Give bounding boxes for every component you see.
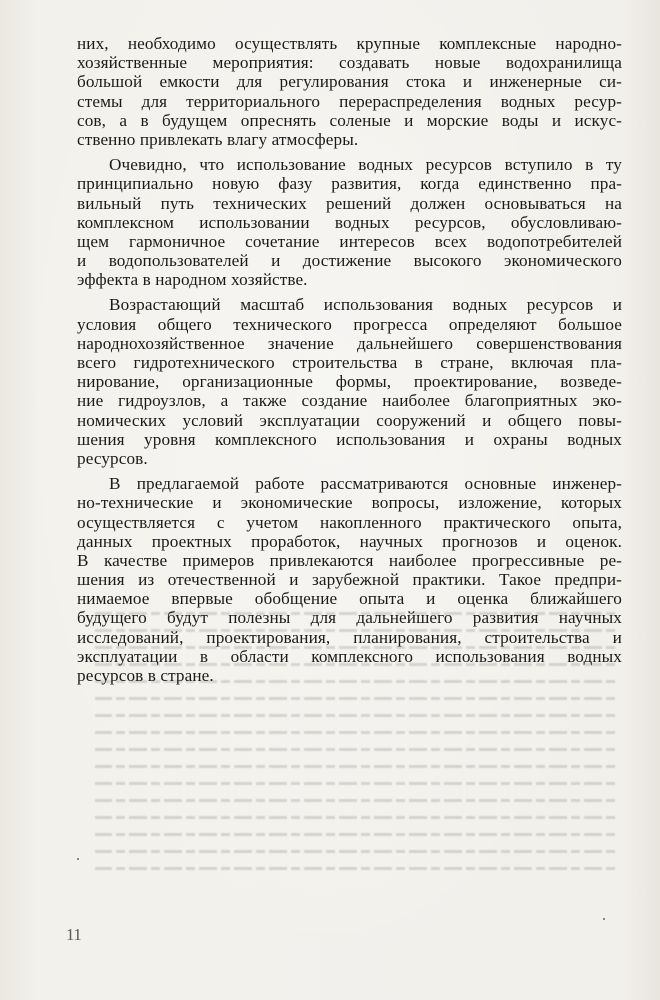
text-line: ние гидроузлов, а также создание наиболее благоприятных эко- bbox=[77, 391, 622, 411]
paper-speck bbox=[77, 858, 79, 860]
text-line: комплексном использовании водных ресурсов, обусловливаю- bbox=[77, 212, 622, 232]
text-line: Очевидно, что использование водных ресурсов вступило в ту bbox=[109, 155, 622, 175]
text-line: них, необходимо осуществлять крупные комплексные народно- bbox=[77, 34, 622, 53]
text-line: нимаемое впервые обобщение опыта и оценка ближайшего bbox=[77, 589, 622, 609]
text-line: В качестве примеров привлекаются наиболее прогрессивные ре- bbox=[77, 550, 622, 570]
text-line: эффекта в народном хозяйстве. bbox=[77, 270, 308, 290]
text-line: большой емкости для регулирования стока и инженерные си- bbox=[77, 72, 622, 92]
text-line: хозяйственные мероприятия: создавать новые водохранилища bbox=[77, 53, 622, 73]
text-line: номических условий эксплуатации сооружений и общего повы- bbox=[77, 410, 622, 430]
text-line: но-технические и экономические вопросы, изложение, которых bbox=[77, 493, 622, 513]
text-line: и водопользователей и достижение высокого экономического bbox=[77, 251, 622, 271]
text-line: щем гармоничное сочетание интересов всех водопотребителей bbox=[77, 231, 622, 251]
paragraph-1 bbox=[77, 34, 622, 149]
text-line: эксплуатации в области комплексного использования водных bbox=[77, 646, 622, 666]
body-text bbox=[77, 34, 622, 685]
text-line: шения из отечественной и зарубежной практики. Такое предпри- bbox=[77, 570, 622, 590]
paragraph-2 bbox=[77, 155, 622, 289]
text-line: В предлагаемой работе рассматриваются основные инженер- bbox=[109, 474, 622, 494]
text-line: осуществляется с учетом накопленного практического опыта, bbox=[77, 512, 622, 532]
text-line: ресурсов. bbox=[77, 448, 148, 468]
paragraph-3 bbox=[77, 295, 622, 468]
text-line: сов, а в будущем опреснять соленые и морские воды и искус- bbox=[77, 110, 622, 130]
text-line: вильный путь технических решений должен основываться на bbox=[77, 193, 622, 213]
text-line: условия общего технического прогресса определяют большое bbox=[77, 314, 622, 334]
text-line: стемы для территориального перераспределения водных ресур- bbox=[77, 91, 622, 111]
text-line: исследований, проектирования, планирования, строительства и bbox=[77, 627, 622, 647]
text-line: принципиально новую фазу развития, когда единственно пра- bbox=[77, 174, 622, 194]
text-line: шения уровня комплексного использования и охраны водных bbox=[77, 429, 622, 449]
text-line: будущего будут полезны для дальнейшего развития научных bbox=[77, 608, 622, 628]
paper-speck bbox=[603, 918, 605, 920]
text-line: нирование, организационные формы, проектирование, возведе- bbox=[77, 372, 622, 392]
text-line: народнохозяйственное значение дальнейшего совершенствования bbox=[77, 333, 622, 353]
text-line: Возрастающий масштаб использования водных ресурсов и bbox=[109, 295, 622, 315]
text-line: ственно привлекать влагу атмосферы. bbox=[77, 129, 359, 149]
paragraph-4 bbox=[77, 474, 622, 685]
text-line: данных проектных проработок, научных прогнозов и оценок. bbox=[77, 531, 622, 551]
text-line: всего гидротехнического строительства в стране, включая пла- bbox=[77, 353, 622, 372]
text-line: ресурсов в стране. bbox=[77, 666, 214, 685]
page-number: 11 bbox=[66, 925, 82, 944]
